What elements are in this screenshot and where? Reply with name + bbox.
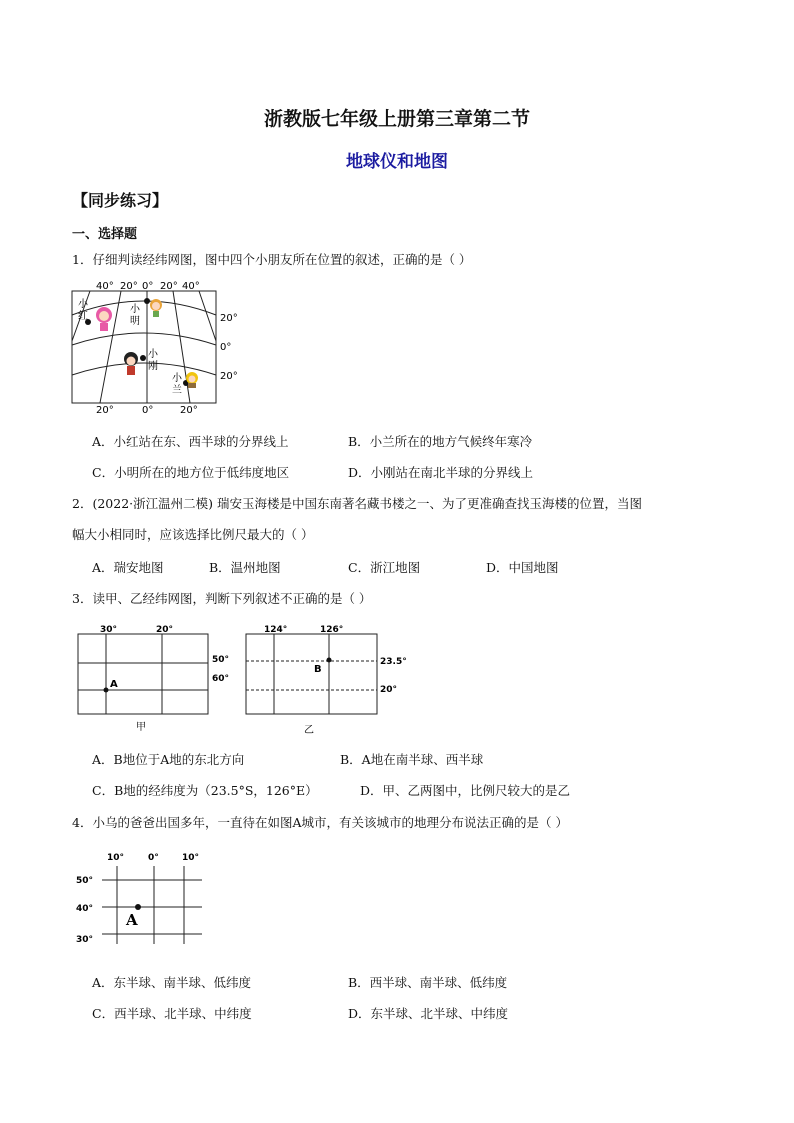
document-subtitle: 地球仪和地图: [346, 152, 448, 172]
q1-right-label: 0°: [220, 342, 232, 353]
q1-right-label: 20°: [220, 313, 238, 324]
document-title: 浙教版七年级上册第三章第二节: [263, 108, 530, 130]
yi-point-b: [327, 658, 332, 663]
q1-top-label: 20°: [120, 281, 138, 292]
yi-frame: [246, 634, 377, 714]
q1-name-xiaogang-1: 小: [148, 349, 158, 360]
q1-point-xiaoming: [144, 298, 150, 304]
q4-option-b: B．西半球、南半球、低纬度: [348, 975, 508, 990]
question-2-line-2: 幅大小相同时，应该选择比例尺最大的（ ）: [72, 527, 314, 542]
jia-caption: 甲: [136, 722, 146, 733]
q2-option-c: C．浙江地图: [348, 560, 421, 575]
q1-right-label: 20°: [220, 371, 238, 382]
q3-option-a: A．B地位于A地的东北方向: [92, 752, 245, 767]
q2-option-d: D．中国地图: [486, 560, 559, 575]
jia-point-a: [104, 688, 109, 693]
jia-right-label: 50°: [212, 655, 230, 665]
xiaoming-figure-icon: [150, 299, 162, 317]
q1-top-label: 40°: [182, 281, 200, 292]
question-3-figure-yi: [238, 620, 418, 740]
q1-top-label: 20°: [160, 281, 178, 292]
q4-left-label: 30°: [76, 935, 94, 945]
q4-left-label: 50°: [76, 876, 94, 886]
q3-option-b: B．A地在南半球、西半球: [340, 752, 484, 767]
question-1-text: 1．仔细判读经纬网图，图中四个小朋友所在位置的叙述，正确的是（ ）: [72, 252, 472, 267]
section-title: 【同步练习】: [72, 191, 169, 210]
jia-top-label: 20°: [156, 625, 174, 635]
q1-bottom-label: 20°: [180, 405, 198, 416]
jia-point-label: A: [110, 679, 118, 690]
xiaohong-figure-icon: [96, 307, 112, 331]
question-1-graticule-figure: [66, 277, 256, 417]
q1-point-xiaogang: [140, 355, 146, 361]
yi-right-label: 23.5°: [380, 657, 407, 667]
yi-top-label: 126°: [320, 625, 344, 635]
q4-point-a: [135, 904, 141, 910]
q1-name-xiaohong-2: 红: [78, 311, 88, 322]
yi-top-label: 124°: [264, 625, 288, 635]
q1-name-xiaoming-2: 明: [130, 316, 140, 327]
q1-name-xiaolan-1: 小: [172, 373, 182, 384]
q4-option-d: D．东半球、北半球、中纬度: [348, 1006, 509, 1021]
q1-latitude-arc-north: [72, 301, 216, 315]
question-3-figure-jia: [70, 620, 240, 738]
q4-left-label: 40°: [76, 904, 94, 914]
q1-top-label: 0°: [142, 281, 154, 292]
q4-top-label: 0°: [148, 853, 159, 863]
q1-latitude-arc-equator: [72, 333, 216, 345]
q4-option-c: C．西半球、北半球、中纬度: [92, 1006, 252, 1021]
question-4-text: 4．小乌的爸爸出国多年，一直待在如图A城市，有关该城市的地理分布说法正确的是（ ）: [72, 815, 568, 830]
q1-meridian: [199, 291, 216, 341]
jia-top-label: 30°: [100, 625, 118, 635]
q1-bottom-label: 20°: [96, 405, 114, 416]
q2-option-b: B．温州地图: [209, 560, 281, 575]
jia-frame: [78, 634, 208, 714]
yi-caption: 乙: [304, 725, 314, 736]
jia-right-label: 60°: [212, 674, 230, 684]
q1-option-a: A．小红站在东、西半球的分界线上: [92, 434, 289, 449]
q1-name-xiaogang-2: 刚: [148, 361, 158, 372]
q3-option-c: C．B地的经纬度为（23.5°S，126°E）: [92, 783, 318, 798]
q1-option-b: B．小兰所在的地方气候终年寒冷: [348, 434, 533, 449]
q1-name-xiaoming-1: 小: [130, 304, 140, 315]
q1-bottom-label: 0°: [142, 405, 154, 416]
q4-option-a: A．东半球、南半球、低纬度: [92, 975, 252, 990]
q1-name-xiaohong-1: 小: [78, 299, 88, 310]
question-type-heading: 一、选择题: [72, 227, 138, 242]
yi-point-label: B: [314, 664, 322, 675]
question-2-line-1: 2．(2022·浙江温州二模) 瑞安玉海楼是中国东南著名藏书楼之一、为了更准确查找玉海楼的位置，当图: [72, 496, 642, 511]
q1-top-label: 40°: [96, 281, 114, 292]
xiaogang-figure-icon: [124, 352, 138, 375]
q3-option-d: D．甲、乙两图中，比例尺较大的是乙: [360, 783, 571, 798]
yi-right-label: 20°: [380, 685, 398, 695]
q1-option-c: C．小明所在的地方位于低纬度地区: [92, 465, 290, 480]
question-4-graticule-figure: [74, 848, 214, 952]
q4-top-label: 10°: [182, 853, 200, 863]
q1-option-d: D．小刚站在南北半球的分界线上: [348, 465, 534, 480]
q4-point-label: A: [126, 911, 138, 929]
q1-name-xiaolan-2: 兰: [172, 385, 182, 396]
question-3-text: 3．读甲、乙经纬网图，判断下列叙述不正确的是（ ）: [72, 591, 372, 606]
q2-option-a: A．瑞安地图: [92, 560, 164, 575]
q4-top-label: 10°: [107, 853, 125, 863]
